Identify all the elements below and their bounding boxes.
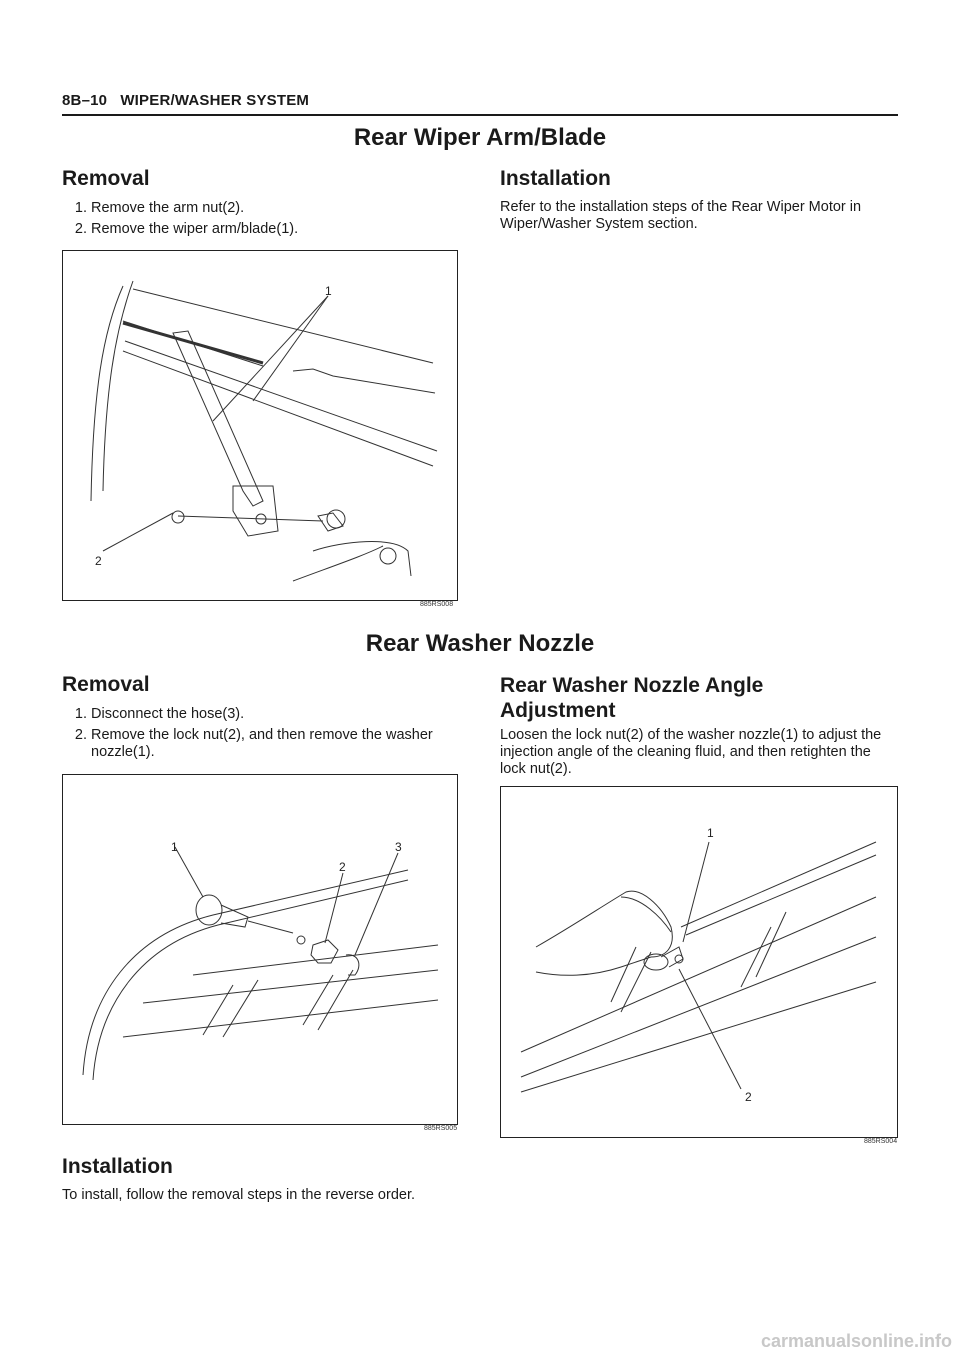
wiper-arm-illustration (63, 251, 457, 600)
watermark-link[interactable]: carmanualsonline.info (760, 1331, 952, 1351)
figure-washer-nozzle-removal (62, 774, 458, 1125)
heading-removal-wiper: Removal (62, 167, 150, 190)
removal-steps-wiper (62, 200, 462, 242)
installation-text-wiper: Refer to the installation steps of the Rear Wiper Motor in Wiper/Washer System section. (500, 199, 862, 232)
callout-2: 2 (339, 860, 346, 874)
washer-nozzle-illustration (63, 775, 457, 1124)
removal-steps-washer (62, 706, 462, 765)
list-item: 1. Disconnect the hose(3). (74, 706, 245, 722)
section-name: WIPER/WASHER SYSTEM (120, 92, 310, 109)
callout-1: 1 (171, 840, 178, 854)
heading-removal-washer: Removal (62, 673, 150, 696)
header-divider (62, 114, 898, 116)
figure-wiper-arm (62, 250, 458, 601)
heading-installation-wiper: Installation (500, 167, 611, 190)
heading-installation-washer: Installation (62, 1155, 173, 1178)
figure-code: 885RS008 (420, 601, 454, 608)
callout-1: 1 (325, 284, 332, 298)
nozzle-adjustment-illustration (501, 787, 897, 1137)
section-title-rear-washer: Rear Washer Nozzle (365, 630, 595, 657)
section-title-rear-wiper: Rear Wiper Arm/Blade (353, 124, 607, 151)
page-label: 8B–10 (62, 92, 108, 109)
callout-2: 2 (745, 1090, 752, 1104)
callout-2: 2 (95, 554, 102, 568)
figure-washer-nozzle-adjustment (500, 786, 898, 1138)
page-header (62, 92, 309, 109)
adjustment-text: Loosen the lock nut(2) of the washer nozzle(1) to adjust the injection angle of the cleaning fluid, and then retighten the lock nut(2). (500, 727, 882, 777)
installation-text-washer: To install, follow the removal steps in the reverse order. (62, 1187, 415, 1203)
callout-1: 1 (707, 826, 714, 840)
heading-adjustment: Rear Washer Nozzle Angle Adjustment (500, 674, 764, 722)
list-item: 1. Remove the arm nut(2). (74, 200, 245, 216)
callout-3: 3 (395, 840, 402, 854)
figure-code: 885RS005 (424, 1125, 458, 1132)
list-item: 2. Remove the wiper arm/blade(1). (74, 221, 299, 237)
list-item: 2. Remove the lock nut(2), and then remove the washer nozzle(1). (74, 727, 433, 760)
figure-code: 885RS004 (864, 1138, 898, 1145)
